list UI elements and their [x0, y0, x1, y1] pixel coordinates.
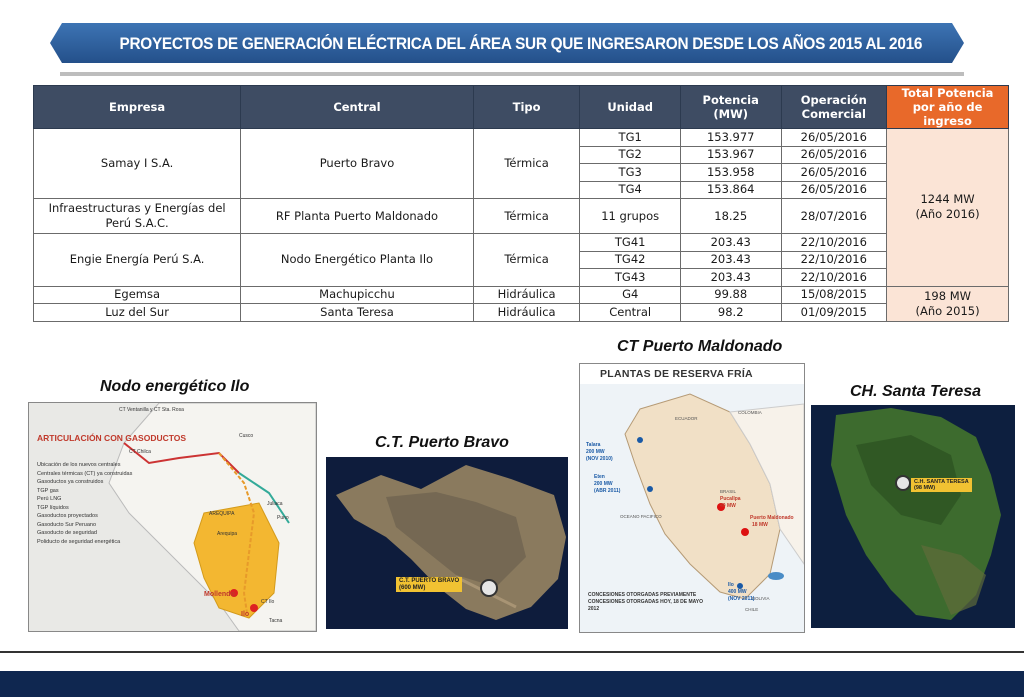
- table-row: [34, 304, 1009, 322]
- cell-potencia: 153.967: [680, 146, 781, 164]
- maldonado-legend-item: CONCESIONES OTORGADAS PREVIAMENTE: [588, 592, 697, 598]
- total-mw: 198 MW: [924, 288, 972, 303]
- maldonado-legend: [588, 592, 708, 613]
- cell-operacion: 22/10/2016: [781, 234, 887, 252]
- header-empresa: Empresa: [34, 86, 241, 129]
- cell-operacion: 28/07/2016: [781, 199, 887, 234]
- ilo-place-label: Puno: [277, 515, 289, 521]
- cell-operacion: 22/10/2016: [781, 269, 887, 287]
- santa-teresa-tag: C.H. SANTA TERESA (98 MW): [911, 478, 972, 492]
- maldonado-plant-label: (NOV 2011): [728, 596, 755, 602]
- cell-unidad: TG41: [580, 234, 681, 252]
- cell-unidad: TG4: [580, 181, 681, 199]
- ilo-place-label: Mollendo: [204, 591, 235, 598]
- cell-tipo: Térmica: [473, 199, 580, 234]
- maldonado-legend-item: CONCESIONES OTORGADAS HOY, 18 DE MAYO 2012: [588, 599, 704, 612]
- ilo-legend-item: Gasoducto de seguridad: [37, 530, 97, 536]
- ilo-legend-item: TGP gas: [37, 487, 59, 494]
- cell-tipo: Hidráulica: [473, 286, 580, 304]
- cell-potencia: 99.88: [680, 286, 781, 304]
- cell-unidad: TG43: [580, 269, 681, 287]
- cell-operacion: 26/05/2016: [781, 164, 887, 182]
- header-tipo: Tipo: [473, 86, 580, 129]
- cell-potencia: 203.43: [680, 269, 781, 287]
- cell-empresa: Engie Energía Perú S.A.: [34, 234, 241, 287]
- ilo-place-label: Cusco: [239, 433, 254, 439]
- ilo-place-label: Arequipa: [217, 531, 238, 537]
- maldonado-plant-label: Puerto Maldonado: [750, 515, 794, 521]
- maldonado-country-label: OCEANO PACIFICO: [620, 514, 662, 519]
- cell-unidad: Central: [580, 304, 681, 322]
- puerto-bravo-satellite: [326, 457, 568, 629]
- cell-unidad: 11 grupos: [580, 199, 681, 234]
- total-mw: 1244 MW: [920, 192, 975, 207]
- cell-empresa: Infraestructuras y Energías del Perú S.A.C.: [34, 199, 241, 234]
- table-row: [34, 129, 1009, 147]
- maldonado-plant-label: 400 MW: [728, 589, 747, 595]
- ilo-legend-item: Gasoductos ya construidos: [37, 479, 104, 485]
- header-operacion: Operación Comercial: [781, 86, 887, 129]
- projects-table: [33, 85, 1009, 322]
- ilo-legend-item: TGP líquidos: [37, 504, 69, 511]
- cell-potencia: 153.864: [680, 181, 781, 199]
- maldonado-plant-label: 200 MW: [586, 449, 605, 455]
- map-santa-teresa: [811, 405, 1015, 628]
- maldonado-plant-label: 18 MW: [752, 522, 768, 528]
- maldonado-plant-label: (NOV 2010): [586, 456, 613, 462]
- maldonado-country-label: ECUADOR: [675, 416, 698, 421]
- total-year: (Año 2015): [915, 303, 980, 318]
- header-unidad: Unidad: [580, 86, 681, 129]
- label-nodo-ilo: Nodo energético Ilo: [100, 378, 250, 395]
- maldonado-plant-label: 200 MW: [594, 481, 613, 487]
- ilo-legend-item: Poliducto de seguridad energética: [37, 538, 121, 545]
- table-row: [34, 199, 1009, 234]
- cell-potencia: 153.958: [680, 164, 781, 182]
- title-banner: [50, 23, 964, 63]
- cell-central: RF Planta Puerto Maldonado: [241, 199, 474, 234]
- ilo-place-label: CT Ilo: [261, 599, 275, 605]
- footer-line: [0, 651, 1024, 673]
- cell-operacion: 01/09/2015: [781, 304, 887, 322]
- maldonado-plant-label: Ilo: [728, 582, 734, 588]
- total-year: (Año 2016): [915, 207, 980, 222]
- cell-empresa: Luz del Sur: [34, 304, 241, 322]
- cell-potencia: 153.977: [680, 129, 781, 147]
- maldonado-plant-label: Eten: [594, 474, 605, 480]
- maldonado-country-label: CHILE: [745, 607, 759, 612]
- maldonado-country-label: BRASIL: [720, 489, 737, 494]
- cell-tipo: Térmica: [473, 129, 580, 199]
- cell-unidad: TG42: [580, 251, 681, 269]
- maldonado-heading: PLANTAS DE RESERVA FRÍA: [600, 368, 753, 380]
- cell-potencia: 98.2: [680, 304, 781, 322]
- cell-central: Puerto Bravo: [241, 129, 474, 199]
- cell-central: Machupicchu: [241, 286, 474, 304]
- cell-unidad: TG1: [580, 129, 681, 147]
- puerto-bravo-tag: C.T. PUERTO BRAVO (600 MW): [396, 577, 462, 592]
- ilo-place-label: Tacna: [269, 618, 283, 624]
- label-puerto-maldonado: CT Puerto Maldonado: [617, 338, 783, 355]
- ilo-place-label: Juliaca: [267, 501, 283, 507]
- cell-operacion: 26/05/2016: [781, 146, 887, 164]
- ilo-place-label: AREQUIPA: [209, 511, 235, 517]
- cell-central: Santa Teresa: [241, 304, 474, 322]
- maldonado-plant-label: Talara: [586, 442, 601, 448]
- table-row: [34, 286, 1009, 304]
- cell-empresa: Samay I S.A.: [34, 129, 241, 199]
- cell-central: Nodo Energético Planta Ilo: [241, 234, 474, 287]
- header-potencia: Potencia (MW): [680, 86, 781, 129]
- header-central: Central: [241, 86, 474, 129]
- ilo-legend-item: Ubicación de los nuevos centrales: [37, 462, 121, 468]
- ilo-legend: [37, 461, 142, 546]
- cell-operacion: 26/05/2016: [781, 129, 887, 147]
- ilo-legend-item: Gasoductos proyectados: [37, 513, 98, 519]
- page-title: PROYECTOS DE GENERACIÓN ELÉCTRICA DEL ÁREA SUR QUE INGRESARON DESDE LOS AÑOS 2015 AL 2016: [119, 35, 923, 53]
- maldonado-country-label: COLOMBIA: [738, 410, 762, 415]
- title-underline: [60, 72, 964, 76]
- cell-potencia: 203.43: [680, 251, 781, 269]
- cell-potencia: 203.43: [680, 234, 781, 252]
- ilo-place-label: CT Chilca: [129, 449, 151, 455]
- cell-tipo: Térmica: [473, 234, 580, 287]
- ilo-legend-item: Gasoducto Sur Peruano: [37, 521, 97, 528]
- cell-operacion: 26/05/2016: [781, 181, 887, 199]
- cell-operacion: 22/10/2016: [781, 251, 887, 269]
- cell-potencia: 18.25: [680, 199, 781, 234]
- cell-total-potencia: [887, 129, 1009, 287]
- ilo-heading: ARTICULACIÓN CON GASODUCTOS: [37, 433, 187, 443]
- maldonado-country-label: BOLIVIA: [752, 596, 770, 601]
- map-puerto-bravo: [326, 457, 568, 629]
- cell-tipo: Hidráulica: [473, 304, 580, 322]
- ilo-place-label: Ilo: [241, 611, 250, 618]
- ilo-place-label: CT Ventanilla y CT Sta. Rosa: [119, 407, 184, 413]
- santa-teresa-satellite: [811, 405, 1015, 628]
- cell-total-potencia: [887, 286, 1009, 321]
- maldonado-plant-label: 40 MW: [720, 503, 736, 509]
- cell-empresa: Egemsa: [34, 286, 241, 304]
- cell-unidad: TG3: [580, 164, 681, 182]
- maldonado-plant-label: (ABR 2011): [594, 488, 621, 494]
- cell-unidad: G4: [580, 286, 681, 304]
- footer-bar: [0, 671, 1024, 697]
- ilo-legend-item: Centrales térmicas (CT) ya construidas: [37, 470, 133, 477]
- ilo-legend-item: Perú LNG: [37, 496, 62, 502]
- map-nodo-ilo: [28, 402, 317, 632]
- label-santa-teresa: CH. Santa Teresa: [850, 383, 982, 400]
- cell-unidad: TG2: [580, 146, 681, 164]
- map-puerto-maldonado: [579, 363, 805, 633]
- table-header-row: [34, 86, 1009, 129]
- table-row: [34, 234, 1009, 252]
- cell-operacion: 15/08/2015: [781, 286, 887, 304]
- maldonado-plant-label: Pucallpa: [720, 496, 741, 502]
- label-puerto-bravo: C.T. Puerto Bravo: [375, 434, 509, 451]
- header-total: Total Potencia por año de ingreso: [887, 86, 1009, 129]
